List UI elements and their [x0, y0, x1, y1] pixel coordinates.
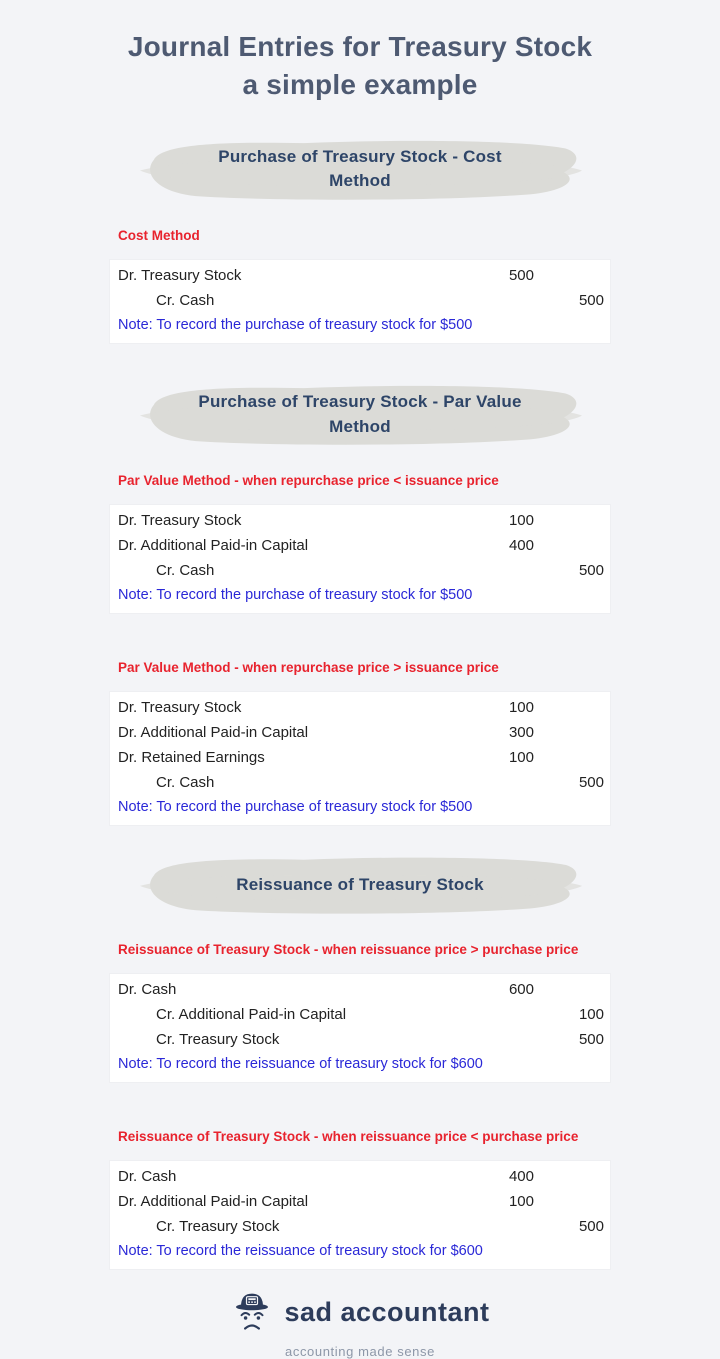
debit-amount: 500	[508, 266, 534, 284]
credit-amount: 500	[578, 291, 604, 309]
section-blocks	[110, 227, 610, 343]
credit-amount: 500	[578, 1218, 604, 1236]
journal-entry-row	[118, 1002, 604, 1027]
tagline: accounting made sense	[285, 1344, 435, 1359]
account-name: Dr. Cash	[118, 981, 177, 999]
account-name: Dr. Additional Paid-in Capital	[118, 1193, 309, 1211]
account-name: Dr. Additional Paid-in Capital	[118, 537, 309, 555]
journal-entry-row	[118, 1027, 604, 1052]
logo	[0, 1289, 720, 1335]
journal-entry-rows	[118, 695, 604, 795]
page-title	[0, 28, 720, 104]
logo-text: sad accountant	[284, 1296, 490, 1327]
journal-entry-row	[118, 695, 604, 720]
journal-entry-row	[118, 1214, 604, 1239]
scenario-label: Par Value Method - when repurchase price < issuance price	[118, 473, 499, 489]
journal-block	[110, 1128, 610, 1269]
journal-note: Note: To record the purchase of treasury stock for $500	[118, 316, 473, 333]
journal-entry-row	[118, 288, 604, 313]
debit-amount: 400	[508, 1168, 534, 1186]
account-name: Dr. Retained Earnings	[118, 749, 265, 767]
account-name: Cr. Cash	[156, 291, 215, 309]
account-name: Cr. Treasury Stock	[156, 1031, 280, 1049]
footer	[0, 1289, 720, 1359]
journal-block	[110, 472, 610, 613]
journal-entry-row	[118, 508, 604, 533]
debit-amount: 100	[508, 699, 534, 717]
journal-block	[110, 941, 610, 1082]
scenario-label: Par Value Method - when repurchase price > issuance price	[118, 660, 499, 676]
section	[110, 134, 610, 343]
section-header	[134, 851, 586, 919]
section-header-title: Purchase of Treasury Stock - Par Value Method	[198, 391, 522, 436]
section	[110, 851, 610, 1269]
section-header-title: Purchase of Treasury Stock - Cost Method	[218, 146, 502, 191]
account-name: Cr. Cash	[156, 774, 215, 792]
journal-entry-card	[110, 974, 610, 1082]
debit-amount: 300	[508, 724, 534, 742]
journal-entry-row	[118, 558, 604, 583]
content	[110, 134, 610, 1270]
sad-accountant-face-icon	[230, 1289, 274, 1335]
debit-amount: 100	[508, 512, 534, 530]
page-title-line2: a simple example	[242, 68, 478, 100]
journal-note: Note: To record the purchase of treasury stock for $500	[118, 587, 473, 604]
journal-entry-row	[118, 977, 604, 1002]
section-blocks	[110, 472, 610, 825]
journal-entry-card	[110, 1161, 610, 1269]
journal-entry-row	[118, 533, 604, 558]
scenario-label: Reissuance of Treasury Stock - when reissuance price > purchase price	[118, 942, 579, 958]
journal-entry-card	[110, 505, 610, 613]
journal-entry-row	[118, 1164, 604, 1189]
journal-block	[110, 659, 610, 825]
page-title-line1: Journal Entries for Treasury Stock	[127, 31, 593, 62]
journal-note: Note: To record the reissuance of treasury stock for $600	[118, 1056, 483, 1073]
section-header-title: Reissuance of Treasury Stock	[236, 874, 484, 894]
journal-entry-row	[118, 1189, 604, 1214]
credit-amount: 500	[578, 774, 604, 792]
section	[110, 379, 610, 825]
account-name: Cr. Cash	[156, 562, 215, 580]
credit-amount: 500	[578, 562, 604, 580]
journal-note: Note: To record the reissuance of treasury stock for $600	[118, 1243, 483, 1260]
section-header	[134, 134, 586, 205]
journal-entry-row	[118, 745, 604, 770]
debit-amount: 100	[508, 1193, 534, 1211]
debit-amount: 600	[508, 981, 534, 999]
journal-entry-row	[118, 263, 604, 288]
journal-entry-row	[118, 720, 604, 745]
journal-note: Note: To record the purchase of treasury stock for $500	[118, 799, 473, 816]
journal-entry-rows	[118, 977, 604, 1052]
scenario-label: Reissuance of Treasury Stock - when reissuance price < purchase price	[118, 1129, 579, 1145]
account-name: Dr. Treasury Stock	[118, 266, 242, 284]
account-name: Dr. Cash	[118, 1168, 177, 1186]
account-name: Cr. Treasury Stock	[156, 1218, 280, 1236]
section-blocks	[110, 941, 610, 1269]
scenario-label: Cost Method	[118, 227, 200, 243]
journal-entry-card	[110, 260, 610, 343]
journal-entry-rows	[118, 508, 604, 583]
journal-block	[110, 227, 610, 343]
journal-entry-rows	[118, 1164, 604, 1239]
section-header	[134, 379, 586, 450]
account-name: Dr. Treasury Stock	[118, 512, 242, 530]
account-name: Cr. Additional Paid-in Capital	[156, 1006, 347, 1024]
journal-entry-row	[118, 770, 604, 795]
account-name: Dr. Additional Paid-in Capital	[118, 724, 309, 742]
journal-entry-rows	[118, 263, 604, 313]
journal-entry-card	[110, 692, 610, 825]
account-name: Dr. Treasury Stock	[118, 699, 242, 717]
debit-amount: 100	[508, 749, 534, 767]
credit-amount: 500	[578, 1031, 604, 1049]
credit-amount: 100	[578, 1006, 604, 1024]
debit-amount: 400	[508, 537, 534, 555]
